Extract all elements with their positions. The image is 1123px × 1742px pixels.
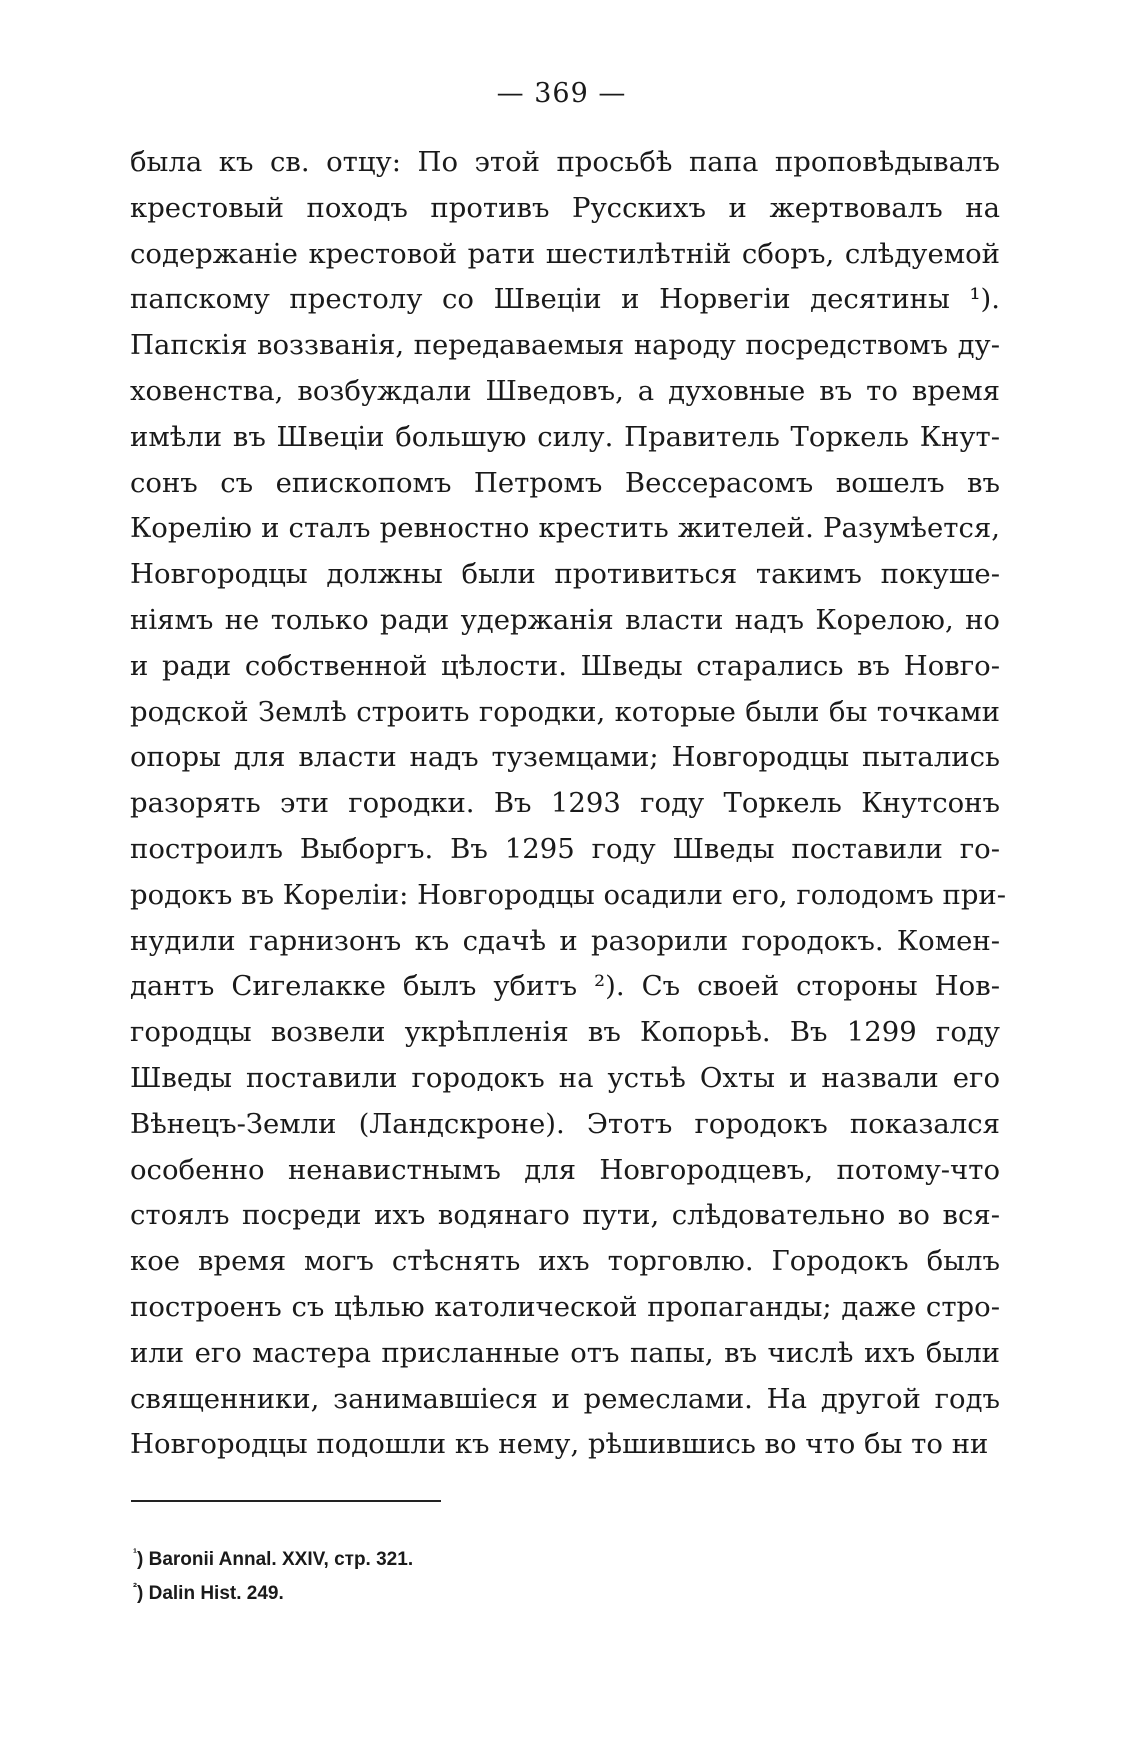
- text-line: ніямъ не только ради удержанія власти надъ Корелою, но: [130, 603, 1000, 636]
- text-line: построилъ Выборгъ. Въ 1295 году Шведы поставили го-: [130, 832, 1000, 865]
- text-line: дантъ Сигелакке былъ убитъ ²). Съ своей стороны Нов-: [130, 970, 1000, 1003]
- text-line: опоры для власти надъ туземцами; Новгородцы пытались: [130, 741, 1000, 774]
- text-line: ховенства, возбуждали Шведовъ, а духовные въ то время: [130, 374, 1000, 407]
- footnote-1: [133, 1543, 733, 1577]
- text-line: Шведы поставили городокъ на устьѣ Охты и назвали его: [130, 1061, 1000, 1094]
- text-line: построенъ съ цѣлью католической пропаганды; даже стро-: [130, 1290, 1000, 1323]
- footnote-marker: ¹: [133, 1546, 137, 1560]
- text-line: разорять эти городки. Въ 1293 году Торкель Кнутсонъ: [130, 787, 1000, 820]
- text-line: Папскія воззванія, передаваемыя народу посредствомъ ду-: [130, 329, 1000, 362]
- text-line: сонъ съ епископомъ Петромъ Вессерасомъ вошелъ въ: [130, 466, 1000, 499]
- text-line: особенно ненавистнымъ для Новгородцевъ, потому-что: [130, 1153, 1000, 1186]
- text-line: стоялъ посреди ихъ водянаго пути, слѣдовательно во вся-: [130, 1199, 1000, 1232]
- text-line: Новгородцы подошли къ нему, рѣшившись во что бы то ни: [130, 1428, 989, 1461]
- page-number: — 369 —: [496, 78, 627, 109]
- text-line: Новгородцы должны были противиться такимъ покуше-: [130, 558, 1000, 591]
- text-line: содержаніе крестовой рати шестилѣтній сборъ, слѣдуемой: [130, 237, 1000, 270]
- footnote-2: [133, 1577, 733, 1611]
- text-line: папскому престолу со Швеціи и Норвегіи десятины ¹).: [130, 283, 1000, 316]
- text-line: имѣли въ Швеціи большую силу. Правитель Торкель Кнут-: [130, 420, 1000, 453]
- text-line: Корелію и сталъ ревностно крестить жителей. Разумѣется,: [130, 512, 1000, 545]
- footnote-marker: ²: [133, 1580, 137, 1594]
- text-line: священники, занимавшіеся и ремеслами. На другой годъ: [130, 1382, 1000, 1415]
- text-line: нудили гарнизонъ къ сдачѣ и разорили городокъ. Комен-: [130, 924, 1000, 957]
- text-line: была къ св. отцу: По этой просьбѣ папа проповѣдывалъ: [130, 146, 1000, 178]
- footnote-text: ) Baronii Annal. XXIV, стр. 321.: [137, 1549, 414, 1570]
- text-line: и ради собственной цѣлости. Шведы старались въ Новго-: [130, 649, 1000, 682]
- text-line: родокъ въ Кореліи: Новгородцы осадили его, голодомъ при-: [130, 878, 1007, 911]
- text-line: городцы возвели укрѣпленія въ Копорьѣ. Въ 1299 году: [130, 1016, 1000, 1049]
- footnotes: [133, 1543, 733, 1611]
- body-text: [130, 140, 1007, 1468]
- footnote-divider: [131, 1500, 441, 1502]
- text-line: родской Землѣ строить городки, которые были бы точками: [130, 695, 1000, 728]
- text-line: Вѣнецъ-Земли (Ландскроне). Этотъ городокъ показался: [130, 1107, 1000, 1140]
- footnote-text: ) Dalin Hist. 249.: [137, 1583, 284, 1604]
- text-line: кое время могъ стѣснять ихъ торговлю. Городокъ былъ: [130, 1245, 1000, 1278]
- text-line: крестовый походъ противъ Русскихъ и жертвовалъ на: [130, 191, 1000, 224]
- text-line: или его мастера присланные отъ папы, въ числѣ ихъ были: [130, 1336, 1000, 1369]
